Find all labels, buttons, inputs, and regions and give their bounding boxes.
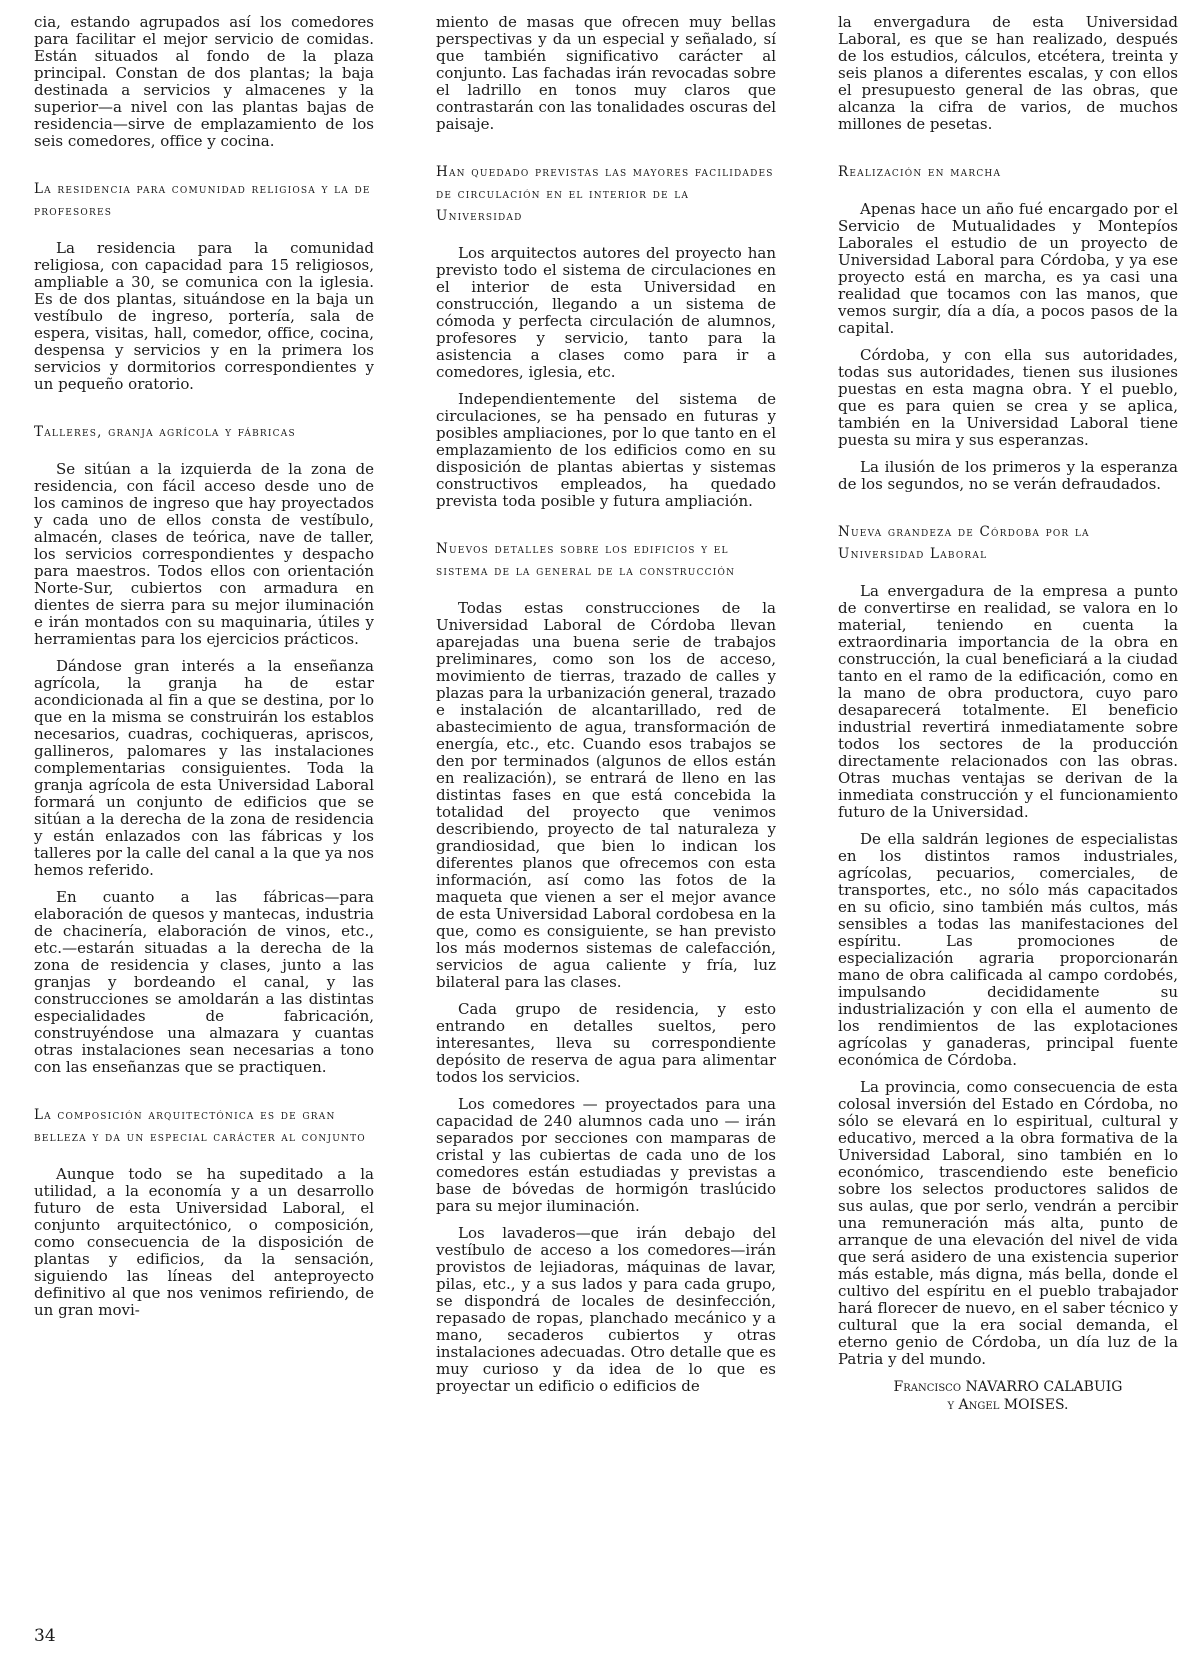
- paragraph: La residencia para la comunidad religiosa, con capacidad para 15 religiosos, ampliable a 30, se comunica con la iglesia. Es de dos plantas, situándose en la baja un vestíbulo de ingreso, portería, sala de espera, visitas, hall, comedor, office, cocina, despensa y servicios y en la primera los servicios y dormitorios correspondientes y un pequeño oratorio.: [34, 239, 374, 393]
- paragraph: Dándose gran interés a la enseñanza agrícola, la granja ha de estar acondicionada al fin a que se destina, por lo que en la misma se construirán los establos necesarios, cuadras, cochiqueras, apriscos, gallineros, palomares y las instalaciones complementarias consiguientes. Toda la granja agrícola de esta Universidad Laboral formará un conjunto de edificios que se sitúan a la derecha de la zona de residencia y están enlazados con las fábricas y los talleres por la calle del canal a la que ya nos hemos referido.: [34, 657, 374, 879]
- paragraph: miento de masas que ofrecen muy bellas perspectivas y da un especial y señalado, sí que también significativo carácter al conjunto. Las fachadas irán revocadas sobre el ladrillo en tonos muy claros que contrastarán con las tonalidades oscuras del paisaje.: [436, 13, 776, 133]
- section-heading: La residencia para comunidad religiosa y la de profesores: [34, 181, 371, 219]
- paragraph: La provincia, como consecuencia de esta colosal inversión del Estado en Córdoba, no sólo se elevará en lo espiritual, cultural y educativo, merced a la obra formativa de la Universidad Laboral, sino también en lo económico, trascendiendo este beneficio sobre los selectos productores salidos de sus aulas, que por serlo, vendrán a percibir una remuneración más alta, punto de arranque de una elevación del nivel de vida que será asidero de una existencia superior más estable, más digna, más bella, donde el cultivo del espíritu en el pueblo trabajador hará florecer de nuevo, en el saber técnico y cultural que la era social demanda, el eterno genio de Córdoba, un día luz de la Patria y del mundo.: [838, 1078, 1178, 1368]
- author-signature: [838, 1378, 1178, 1414]
- section-heading: La composición arquitectónica es de gran belleza y da un especial carácter al conjunto: [34, 1107, 366, 1145]
- paragraph: Independientemente del sistema de circulaciones, se ha pensado en futuras y posibles ampliaciones, por lo que tanto en el emplazamiento de los edificios como en su disposición de plantas abiertas y sistemas constructivos empleados, ha quedado prevista toda posible y futura ampliación.: [436, 390, 776, 510]
- section-heading: Nueva grandeza de Córdoba por la Universidad Laboral: [838, 524, 1090, 562]
- paragraph: En cuanto a las fábricas—para elaboración de quesos y mantecas, industria de chacinería, elaboración de vinos, etc., etc.—estarán situadas a la derecha de la zona de residencia y clases, junto a las granjas y bordeando el canal, y las construcciones se amoldarán a las distintas especialidades de fabricación, construyéndose una almazara y cuantas otras instalaciones sean necesarias a tono con las enseñanzas que se practiquen.: [34, 888, 374, 1076]
- paragraph: Todas estas construcciones de la Universidad Laboral de Córdoba llevan aparejadas una buena serie de trabajos preliminares, como son los de acceso, movimiento de tierras, trazado de calles y plazas para la urbanización general, trazado e instalación de alcantarillado, red de abastecimiento de agua, transformación de energía, etc., etc. Cuando esos trabajos se den por terminados (algunos de ellos están en realización), se entrará de lleno en las distintas fases en que está concebida la totalidad del proyecto que venimos describiendo, proyecto de tal naturaleza y grandiosidad, que bien lo indican los diferentes planos que ofrecemos con esta información, así como las fotos de la maqueta que vienen a ser el mejor avance de esta Universidad Laboral cordobesa en la que, como es consiguiente, se han previsto los más modernos sistemas de calefacción, servicios de agua caliente y fría, luz bilateral para las clases.: [436, 599, 776, 991]
- section-heading: Han quedado previstas las mayores facilidades de circulación en el interior de la Universidad: [436, 164, 774, 224]
- paragraph: cia, estando agrupados así los comedores para facilitar el mejor servicio de comidas. Están situados al fondo de la plaza principal. Constan de dos plantas; la baja destinada a servicios y almacenes y la superior—a nivel con las plantas bajas de residencia—sirve de emplazamiento de los seis comedores, office y cocina.: [34, 13, 374, 150]
- section-heading: Talleres, granja agrícola y fábricas: [34, 424, 296, 440]
- paragraph: Cada grupo de residencia, y esto entrando en detalles sueltos, pero interesantes, lleva su correspondiente depósito de reserva de agua para alimentar todos los servicios.: [436, 1000, 776, 1086]
- author-line-1: Francisco NAVARRO CALABUIG: [893, 1379, 1123, 1395]
- paragraph: Se sitúan a la izquierda de la zona de residencia, con fácil acceso desde uno de los caminos de ingreso que hay proyectados y cada uno de ellos consta de vestíbulo, almacén, clases de teórica, nave de taller, los servicios correspondientes y despacho para maestros. Todos ellos con orientación Norte-Sur, cubiertos con armadura en dientes de sierra para su mejor iluminación e irán montados con su maquinaria, útiles y herramientas para los ejercicios prácticos.: [34, 460, 374, 648]
- text-column-2: [436, 14, 776, 1405]
- paragraph: Aunque todo se ha supeditado a la utilidad, a la economía y a un desarrollo futuro de esta Universidad Laboral, el conjunto arquitectónico, o composición, como consecuencia de la disposición de plantas y edificios, da la sensación, siguiendo las líneas del anteproyecto definitivo al que nos venimos refiriendo, de un gran movi-: [34, 1165, 374, 1319]
- paragraph: La envergadura de la empresa a punto de convertirse en realidad, se valora en lo material, teniendo en cuenta la extraordinaria importancia de la obra en construcción, la cual beneficiará a la ciudad tanto en el ramo de la edificación, como en la mano de obra productora, cuyo paro desaparecerá totalmente. El beneficio industrial revertirá inmediatamente sobre todos los sectores de la producción directamente relacionados con las obras. Otras muchas ventajas se derivan de la inmediata construcción y el funcionamiento futuro de la Universidad.: [838, 582, 1178, 821]
- paragraph: Los lavaderos—que irán debajo del vestíbulo de acceso a los comedores—irán provistos de lejiadoras, máquinas de lavar, pilas, etc., y a sus lados y para cada grupo, se dispondrá de locales de desinfección, repasado de ropas, planchado mecánico y a mano, secaderos cubiertos y otras instalaciones adecuadas. Otro detalle que es muy curioso y da idea de lo que es proyectar un edificio o edificios de: [436, 1224, 776, 1395]
- author-line-2: y Angel MOISES.: [947, 1397, 1069, 1413]
- article-page: [34, 14, 1182, 1624]
- text-column-1: [34, 14, 374, 1329]
- paragraph: De ella saldrán legiones de especialistas en los distintos ramos industriales, agrícolas, pecuarios, comerciales, de transportes, etc., no sólo más capacitados en su oficio, sino también más cultos, más sensibles a todas las manifestaciones del espíritu. Las promociones de especialización agraria proporcionarán mano de obra calificada al campo cordobés, impulsando decididamente su industrialización y con ella el aumento de los rendimientos de las explotaciones agrícolas y ganaderas, principal fuente económica de Córdoba.: [838, 830, 1178, 1069]
- section-heading: Nuevos detalles sobre los edificios y el sistema de la general de la construcción: [436, 541, 736, 579]
- paragraph: La ilusión de los primeros y la esperanza de los segundos, no se verán defraudados.: [838, 458, 1178, 493]
- paragraph: Córdoba, y con ella sus autoridades, todas sus autoridades, tienen sus ilusiones puestas en esta magna obra. Y el pueblo, que es para quien se crea y se aplica, también en la Universidad Laboral tiene puesta su mira y sus esperanzas.: [838, 346, 1178, 449]
- text-column-3: [838, 14, 1178, 1414]
- paragraph: Los comedores — proyectados para una capacidad de 240 alumnos cada uno — irán separados por secciones con mamparas de cristal y las cubiertas de cada uno de los comedores están estudiadas y previstas a base de bóvedas de hormigón traslúcido para su mejor iluminación.: [436, 1095, 776, 1215]
- text-column-3-body: [838, 14, 1178, 1368]
- section-heading: Realización en marcha: [838, 164, 1002, 180]
- page-number: 34: [34, 1626, 56, 1646]
- paragraph: la envergadura de esta Universidad Laboral, es que se han realizado, después de los estudios, cálculos, etcétera, treinta y seis planos a diferentes escalas, y con ellos el presupuesto general de las obras, que alcanza la cifra de varios, de muchos millones de pesetas.: [838, 13, 1178, 133]
- paragraph: Apenas hace un año fué encargado por el Servicio de Mutualidades y Montepíos Laborales el estudio de un proyecto de Universidad Laboral para Córdoba, y ya ese proyecto está en marcha, es ya casi una realidad que tocamos con las manos, que vemos surgir, día a día, a pocos pasos de la capital.: [838, 200, 1178, 337]
- paragraph: Los arquitectos autores del proyecto han previsto todo el sistema de circulaciones en el interior de esta Universidad en construcción, llegando a un sistema de cómoda y perfecta circulación de alumnos, profesores y servicio, tanto para la asistencia a clases como para ir a comedores, iglesia, etc.: [436, 244, 776, 381]
